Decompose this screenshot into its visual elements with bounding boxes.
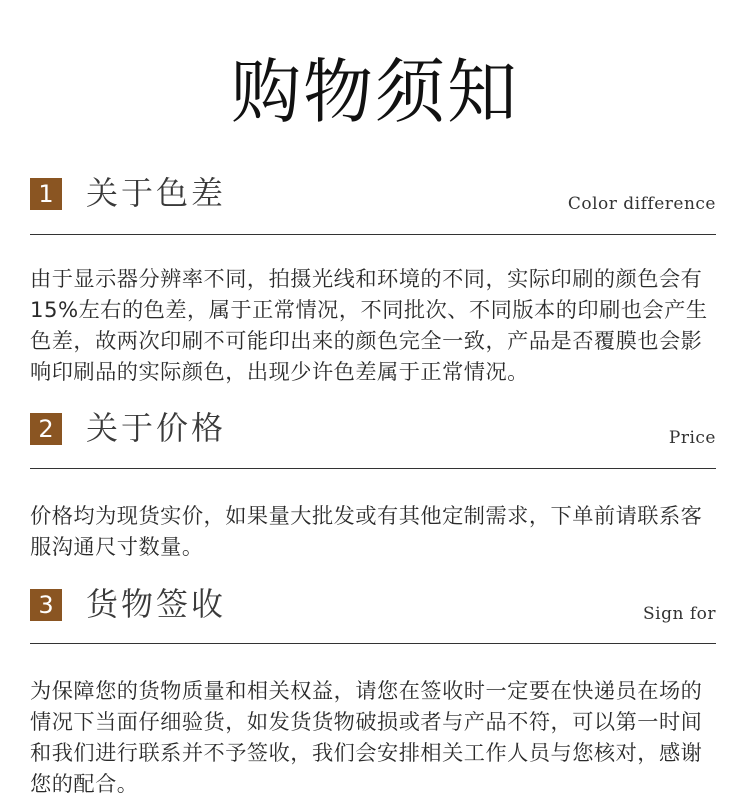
page-title: 购物须知 [231, 51, 519, 133]
section-english-subtitle: Price [668, 428, 716, 448]
section-title: 货物签收 [86, 585, 227, 623]
section-divider [30, 234, 716, 235]
section-body-text: 为保障您的货物质量和相关权益，请您在签收时一定要在快递员在场的情况下当面仔细验货，如发货货物破损或者与产品不符，可以第一时间和我们进行联系并不予签收，我们会安排相关工作人员与您核对，感谢您的配合。 [30, 678, 703, 796]
section-divider [30, 643, 716, 644]
section-body-text: 由于显示器分辨率不同，拍摄光线和环境的不同，实际印刷的颜色会有15%左右的色差，属于正常情况，不同批次、不同版本的印刷也会产生色差，故两次印刷不可能印出来的颜色完全一致，产品是否覆膜也会影响印刷品的实际颜色，出现少许色差属于正常情况。 [30, 266, 708, 384]
section-body-text: 价格均为现货实价，如果量大批发或有其他定制需求，下单前请联系客服沟通尺寸数量。 [30, 503, 703, 559]
section-title: 关于色差 [86, 174, 227, 212]
section-divider [30, 468, 716, 469]
section-number-badge: 2 [30, 413, 62, 445]
section-title: 关于价格 [86, 409, 227, 447]
section-english-subtitle: Sign for [643, 604, 716, 624]
section-number-badge: 1 [30, 178, 62, 210]
section-english-subtitle: Color difference [567, 194, 716, 214]
section-number-badge: 3 [30, 589, 62, 621]
